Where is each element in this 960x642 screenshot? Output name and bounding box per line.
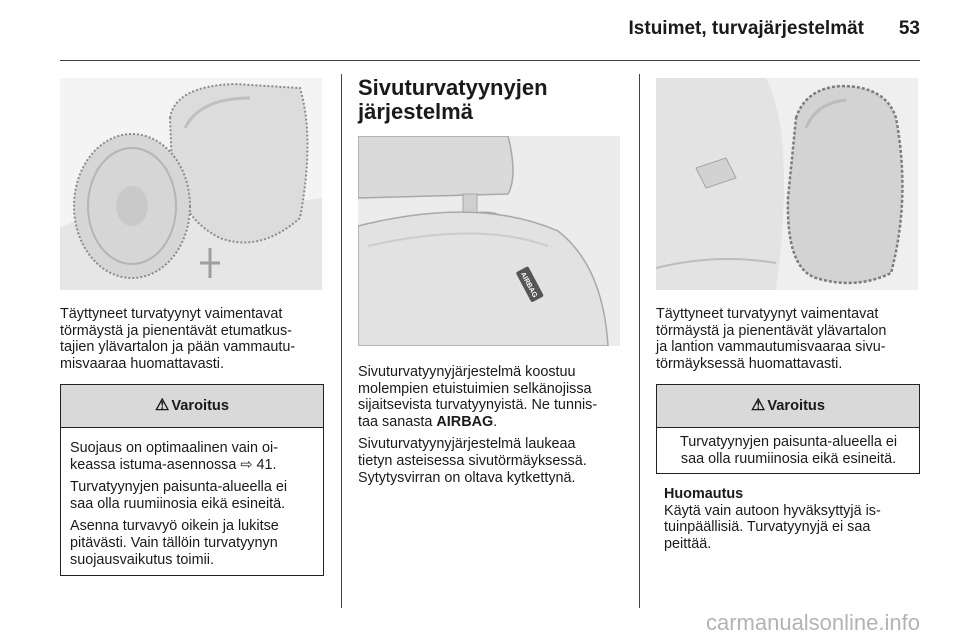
warning-paragraph <box>70 479 315 512</box>
left-caption-line: törmäystä ja pienentävät etumatkus- <box>60 322 292 339</box>
section-heading-line: järjestelmä <box>358 99 473 124</box>
page-reference: 41. <box>256 456 277 473</box>
warning-title: Varoitus <box>767 398 825 414</box>
left-caption-line: tajien ylävartalon ja pään vammautu- <box>60 339 296 356</box>
middle-line: taa sanasta <box>358 413 437 430</box>
side-airbag-illustration <box>656 78 918 290</box>
airbag-label: AIRBAG <box>518 271 539 299</box>
right-caption-line: ja lantion vammautumisvaaraa sivu- <box>656 339 886 356</box>
middle-line: sijaitsevista turvatyynyistä. Ne tunnis- <box>358 397 598 414</box>
middle-line-suffix: . <box>493 413 498 430</box>
warning-line: pitävästi. Vain tällöin turvatyynyn <box>70 534 278 551</box>
note-line: tuinpäällisiä. Turvatyynyjä ei saa <box>664 519 871 536</box>
column-divider-right <box>639 74 640 608</box>
seat-airbag-label-illustration <box>358 136 620 346</box>
running-header-title: Istuimet, turvajärjestelmät <box>628 18 864 39</box>
warning-paragraph <box>70 440 315 473</box>
warning-line: suojausvaikutus toimii. <box>70 551 214 568</box>
airbag-bold-word: AIRBAG <box>436 413 494 430</box>
column-divider-left <box>341 74 342 608</box>
warning-line: keassa istuma-asennossa <box>70 456 237 473</box>
right-caption-line: Täyttyneet turvatyynyt vaimentavat <box>656 306 879 322</box>
middle-body <box>358 364 628 492</box>
page-number: 53 <box>898 18 920 39</box>
middle-line: molempien etuistuimien selkänojissa <box>358 380 592 397</box>
note-line: peittää. <box>664 535 712 552</box>
warning-triangle-icon: ⚠ <box>155 397 170 414</box>
warning-line: Asenna turvavyö oikein ja lukitse <box>70 518 279 535</box>
warning-triangle-icon: ⚠ <box>751 397 766 414</box>
right-warning-box <box>656 384 920 474</box>
warning-line: Suojaus on optimaalinen vain oi- <box>70 440 278 456</box>
right-caption-line: törmäystä ja pienentävät ylävartalon <box>656 322 887 339</box>
middle-line: Sytytysvirran on oltava kytkettynä. <box>358 469 576 486</box>
section-heading <box>358 76 598 124</box>
warning-line: saa olla ruumiinosia eikä esineitä. <box>680 450 897 467</box>
page-reference-arrow-icon: ⇨ <box>240 456 253 473</box>
right-caption <box>656 306 926 372</box>
middle-line: tietyn asteisessa sivutörmäyksessä. <box>358 452 587 469</box>
warning-line: Turvatyynyjen paisunta-alueella ei <box>679 434 898 450</box>
middle-line: Sivuturvatyynyjärjestelmä laukeaa <box>358 436 576 453</box>
warning-header <box>657 385 919 428</box>
left-warning-box <box>60 384 324 576</box>
middle-line: Sivuturvatyynyjärjestelmä koostuu <box>358 364 576 380</box>
warning-line: saa olla ruumiinosia eikä esineitä. <box>70 495 286 512</box>
right-caption-line: törmäyksessä huomattavasti. <box>656 355 843 372</box>
warning-paragraph <box>70 518 315 568</box>
warning-header <box>61 385 323 428</box>
front-airbags-illustration <box>60 78 322 290</box>
warning-title: Varoitus <box>171 398 229 414</box>
left-caption-line: misvaaraa huomattavasti. <box>60 355 224 372</box>
note-line: Käytä vain autoon hyväksyttyjä is- <box>664 502 881 519</box>
warning-body <box>657 428 919 473</box>
left-caption <box>60 306 330 372</box>
note-block <box>664 486 914 552</box>
middle-paragraph <box>358 436 628 486</box>
middle-paragraph <box>358 364 628 430</box>
header-rule <box>60 60 920 61</box>
note-title: Huomautus <box>664 486 744 502</box>
watermark: carmanualsonline.info <box>705 610 920 635</box>
section-heading-line: Sivuturvatyynyjen <box>358 75 548 100</box>
warning-body <box>61 428 323 580</box>
warning-line: Turvatyynyjen paisunta-alueella ei <box>70 479 288 496</box>
left-caption-line: Täyttyneet turvatyynyt vaimentavat <box>60 306 283 322</box>
